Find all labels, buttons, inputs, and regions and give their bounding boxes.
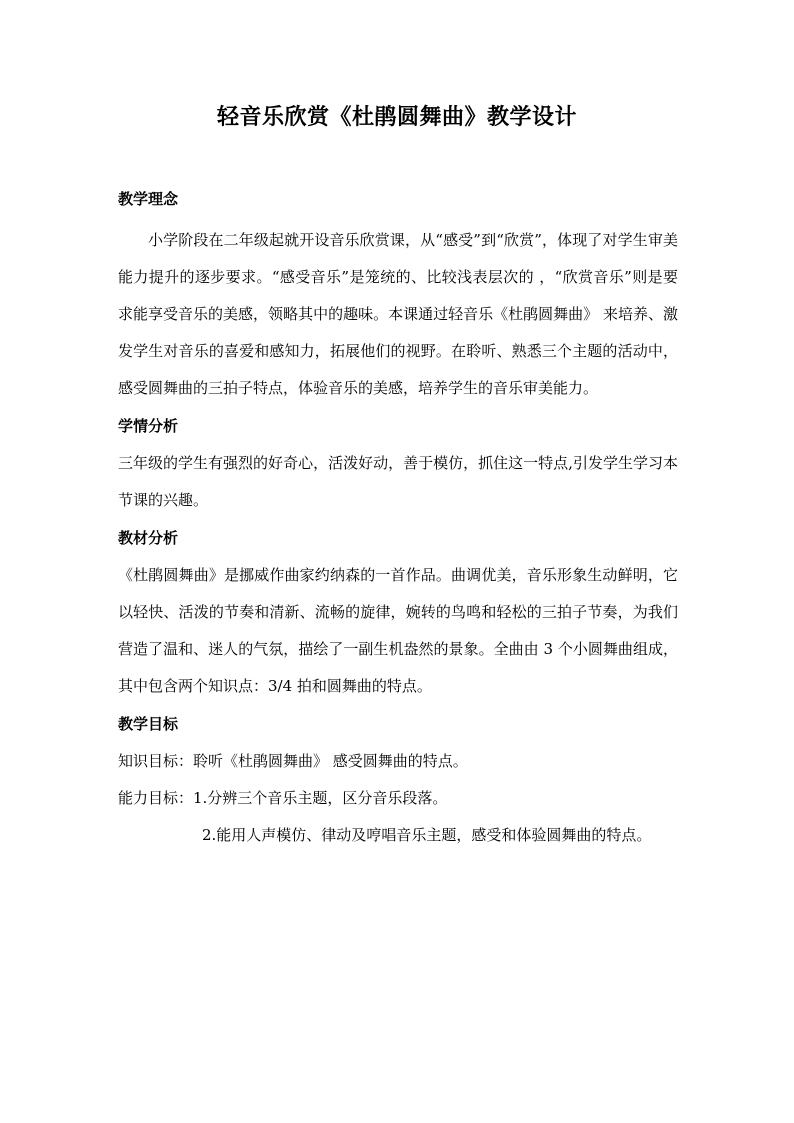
document-title: 轻音乐欣赏《杜鹃圆舞曲》教学设计 bbox=[216, 104, 577, 130]
section-heading-material: 教材分析 bbox=[118, 529, 179, 547]
document-body bbox=[118, 180, 678, 854]
section-heading-goals: 教学目标 bbox=[118, 715, 179, 733]
goal-ability-1: 能力目标：1.分辨三个音乐主题，区分音乐段落。 bbox=[118, 789, 448, 807]
section-paragraph-students: 三年级的学生有强烈的好奇心，活泼好动，善于模仿，抓住这一特点,引发学生学习本节课的兴趣。 bbox=[118, 454, 678, 509]
section-heading-students: 学情分析 bbox=[118, 417, 179, 435]
goal-ability-2: 2.能用人声模仿、律动及哼唱音乐主题，感受和体验圆舞曲的特点。 bbox=[202, 826, 652, 844]
section-paragraph-concept: 小学阶段在二年级起就开设音乐欣赏课，从“感受”到“欣赏”，体现了对学生审美能力提升的逐步要求。“感受音乐”是笼统的、比较浅表层次的 ，“欣赏音乐”则是要求能享受音乐的美感，领略其中的趣味。本课通过轻音乐《杜鹃圆舞曲》 来培养、激发学生对音乐的喜爱和感知力，拓展他们的视野。在聆听、熟悉三个主题的活动中，感受圆舞曲的三拍子特点，体验音乐的美感，培养学生的音乐审美能力。 bbox=[118, 231, 678, 397]
section-paragraph-material: 《杜鹃圆舞曲》是挪威作曲家约纳森的一首作品。曲调优美，音乐形象生动鲜明，它以轻快、活泼的节奏和清新、流畅的旋律，婉转的鸟鸣和轻松的三拍子节奏，为我们营造了温和、迷人的气氛，描绘了一副生机盎然的景象。全曲由 3 个小圆舞曲组成，其中包含两个知识点：3/4 拍和圆舞曲的特点。 bbox=[118, 566, 678, 695]
section-heading-concept: 教学理念 bbox=[118, 190, 179, 208]
goal-knowledge: 知识目标：聆听《杜鹃圆舞曲》 感受圆舞曲的特点。 bbox=[118, 752, 468, 770]
